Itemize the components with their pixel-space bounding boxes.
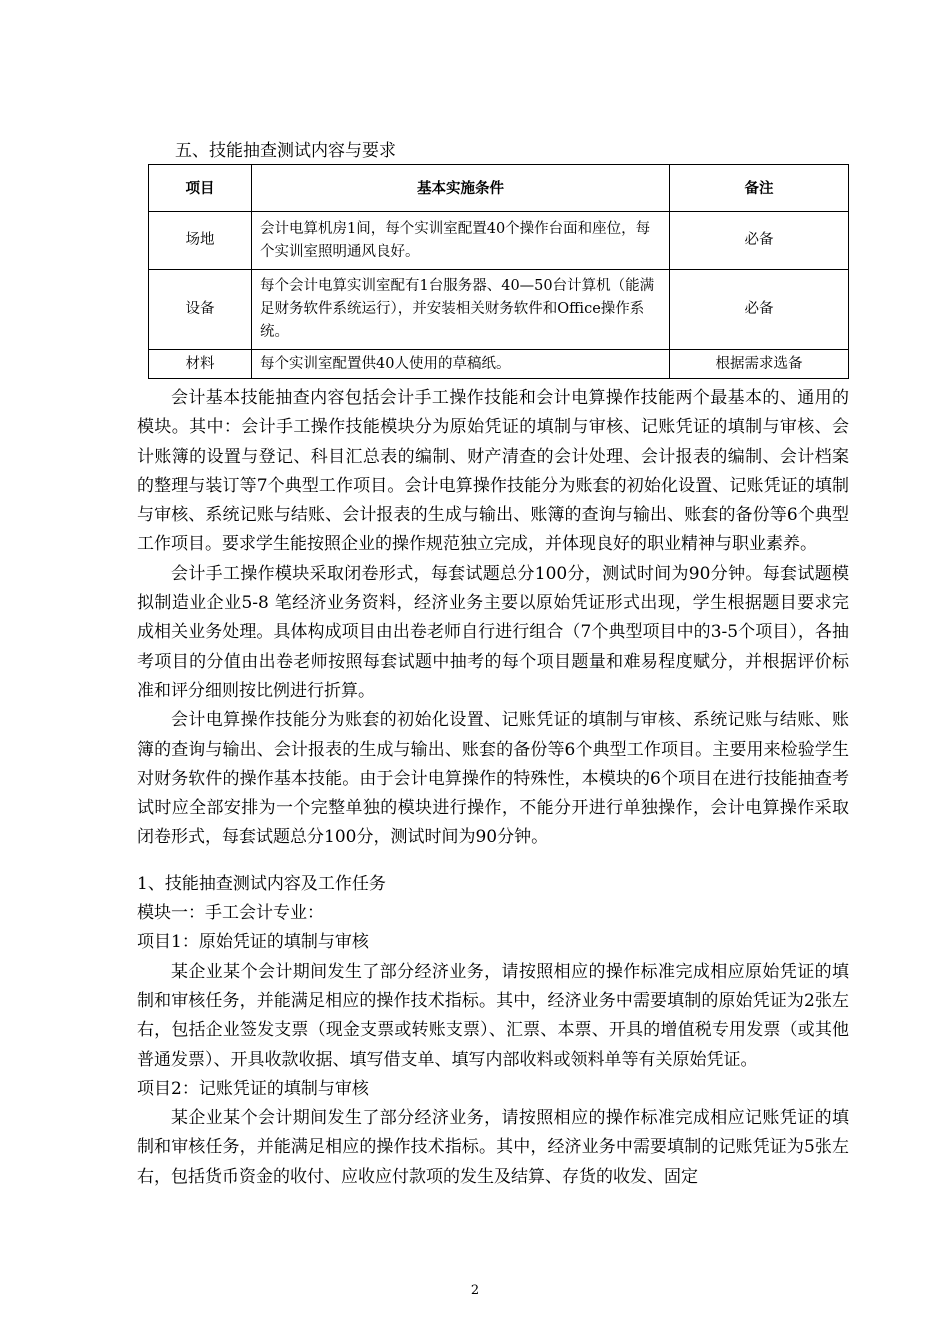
table-header-row <box>149 165 849 212</box>
header-note: 备注 <box>670 165 849 212</box>
subheading: 1、技能抽查测试内容及工作任务 <box>137 873 386 894</box>
subheading: 项目1：原始凭证的填制与审核 <box>137 932 369 953</box>
table-row <box>149 270 849 350</box>
document-body <box>137 384 849 1192</box>
header-item: 项目 <box>149 165 252 212</box>
row-condition: 会计电算机房1间，每个实训室配置40个操作台面和座位，每个实训室照明通风良好。 <box>252 212 670 270</box>
row-note: 根据需求选备 <box>670 350 849 379</box>
row-note: 必备 <box>670 270 849 350</box>
header-condition: 基本实施条件 <box>252 165 670 212</box>
row-item: 场地 <box>149 212 252 270</box>
row-item: 材料 <box>149 350 252 379</box>
subheading: 项目2：记账凭证的填制与审核 <box>137 1078 369 1099</box>
subheading: 模块一：手工会计专业： <box>137 903 324 924</box>
row-item: 设备 <box>149 270 252 350</box>
paragraph: 某企业某个会计期间发生了部分经济业务，请按照相应的操作标准完成相应原始凭证的填制和审核任务，并能满足相应的操作技术指标。其中，经济业务中需要填制的原始凭证为2张左右，包括企业签发支票（现金支票或转账支票）、汇票、本票、开具的增值税专用发票（或其他普通发票）、开具收款收据、填写借支单、填写内部收料或领料单等有关原始凭证。 <box>137 961 849 1070</box>
page-number: 2 <box>470 1283 480 1298</box>
table-row <box>149 212 849 270</box>
paragraph: 会计基本技能抽查内容包括会计手工操作技能和会计电算操作技能两个最基本的、通用的模块。其中：会计手工操作技能模块分为原始凭证的填制与审核、记账凭证的填制与审核、会计账簿的设置与登记、科目汇总表的编制、财产清查的会计处理、会计报表的编制、会计档案的整理与装订等7个典型工作项目。会计电算操作技能分为账套的初始化设置、记账凭证的填制与审核、系统记账与结账、会计报表的生成与输出、账簿的查询与输出、账套的备份等6个典型工作项目。要求学生能按照企业的操作规范独立完成，并体现良好的职业精神与职业素养。 <box>137 388 849 555</box>
row-condition: 每个会计电算实训室配有1台服务器、40—50台计算机（能满足财务软件系统运行），并安装相关财务软件和Office操作系统。 <box>252 270 670 350</box>
paragraph: 会计手工操作模块采取闭卷形式，每套试题总分100分，测试时间为90分钟。每套试题模拟制造业企业5-8 笔经济业务资料，经济业务主要以原始凭证形式出现，学生根据题目要求完成相关业务处理。具体构成项目由出卷老师自行进行组合（7个典型项目中的3-5个项目），各抽考项目的分值由出卷老师按照每套试题中抽考的每个项目题量和难易程度赋分，并根据评价标准和评分细则按比例进行折算。 <box>137 563 849 701</box>
row-condition: 每个实训室配置供40人使用的草稿纸。 <box>252 350 670 379</box>
row-note: 必备 <box>670 212 849 270</box>
table-row <box>149 350 849 379</box>
paragraph: 会计电算操作技能分为账套的初始化设置、记账凭证的填制与审核、系统记账与结账、账簿的查询与输出、会计报表的生成与输出、账套的备份等6个典型工作项目。主要用来检验学生对财务软件的操作基本技能。由于会计电算操作的特殊性，本模块的6个项目在进行技能抽查考试时应全部安排为一个完整单独的模块进行操作，不能分开进行单独操作，会计电算操作采取闭卷形式，每套试题总分100分，测试时间为90分钟。 <box>137 710 849 848</box>
paragraph: 某企业某个会计期间发生了部分经济业务，请按照相应的操作标准完成相应记账凭证的填制和审核任务，并能满足相应的操作技术指标。其中，经济业务中需要填制的记账凭证为5张左右，包括货币资金的收付、应收应付款项的发生及结算、存货的收发、固定 <box>137 1108 849 1187</box>
conditions-table <box>148 164 849 379</box>
section-title: 五、技能抽查测试内容与要求 <box>175 141 396 161</box>
